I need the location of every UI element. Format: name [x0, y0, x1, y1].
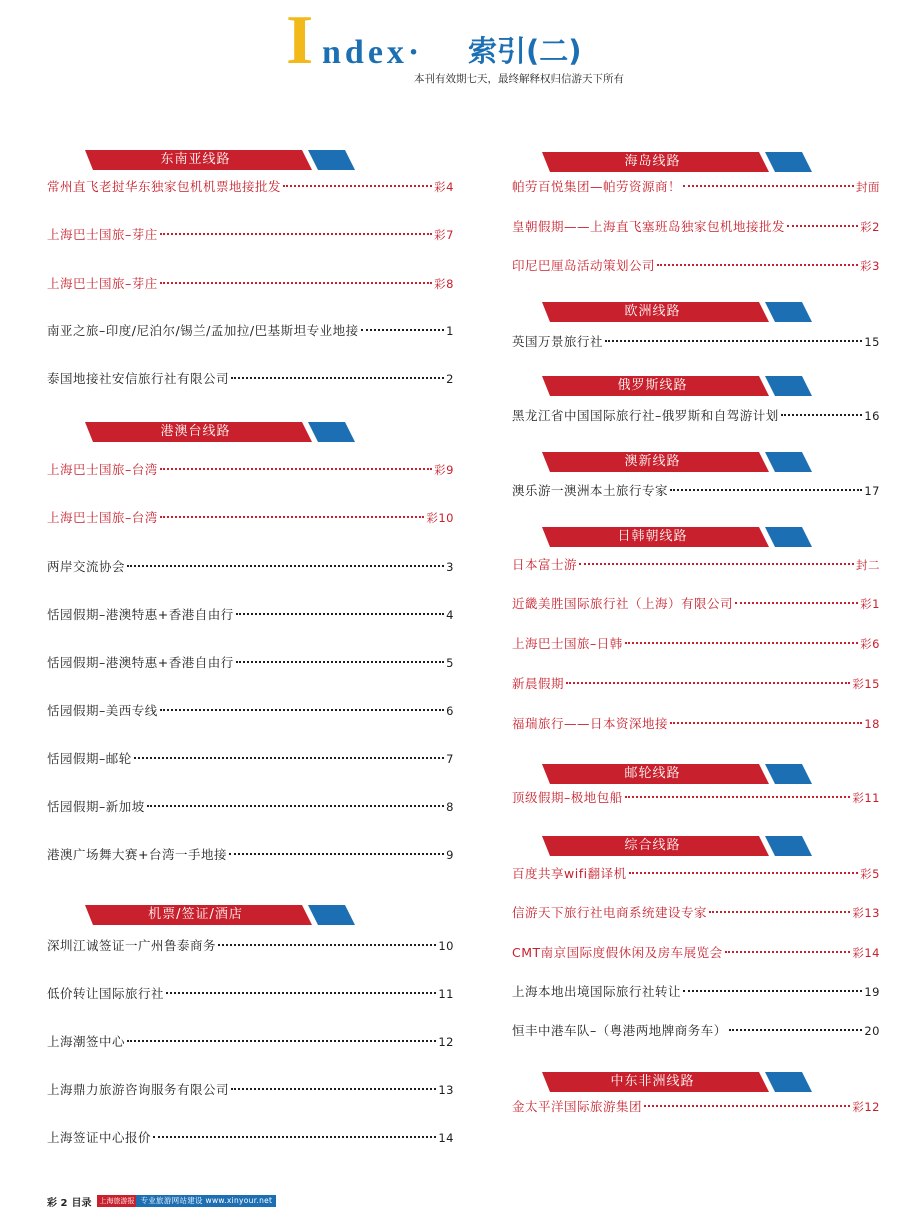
index-entry — [47, 605, 454, 625]
entry-name: 皇朝假期——上海直飞塞班岛独家包机地接批发 — [512, 219, 786, 234]
entry-name: CMT南京国际度假休闲及房车展览会 — [512, 945, 723, 960]
entry-name: 恬园假期–新加坡 — [47, 799, 145, 814]
entry-name: 澳乐游一澳洲本土旅行专家 — [512, 483, 669, 498]
entry-name: 上海巴士国旅–台湾 — [47, 462, 158, 477]
dotted-leader — [566, 681, 850, 684]
entry-page-number: 10 — [438, 939, 454, 953]
entry-page-number: 彩3 — [860, 259, 880, 273]
entry-page-number: 11 — [438, 987, 454, 1001]
dotted-leader — [579, 562, 854, 565]
entry-page-number: 17 — [864, 484, 880, 498]
section-banner — [85, 422, 355, 442]
entry-page-number: 6 — [446, 704, 454, 718]
entry-name: 上海巴士国旅–芽庄 — [47, 276, 158, 291]
dotted-leader — [725, 950, 851, 953]
dotted-leader — [625, 641, 858, 644]
index-entry — [512, 177, 880, 197]
section-banner — [542, 1072, 812, 1092]
index-entry — [47, 984, 454, 1004]
entry-page-number: 封二 — [856, 558, 880, 572]
dotted-leader — [231, 376, 444, 379]
entry-name: 恬园假期–邮轮 — [47, 751, 132, 766]
index-initial-letter: I — [286, 2, 314, 79]
dotted-leader — [625, 795, 851, 798]
index-entry — [47, 557, 454, 577]
entry-name: 信游天下旅行社电商系统建设专家 — [512, 905, 708, 920]
entry-page-number: 封面 — [856, 180, 880, 194]
entry-page-number: 5 — [446, 656, 454, 670]
index-entry — [512, 788, 880, 808]
dotted-leader — [361, 328, 445, 331]
index-entry — [512, 674, 880, 694]
index-entry — [512, 714, 880, 734]
section-title: 日韩朝线路 — [617, 529, 688, 544]
index-entry — [47, 1032, 454, 1052]
dotted-leader — [127, 1039, 436, 1042]
entry-name: 上海本地出境国际旅行社转让 — [512, 984, 682, 999]
entry-page-number: 彩12 — [852, 1100, 880, 1114]
entry-page-number: 20 — [864, 1024, 880, 1038]
entry-name: 上海巴士国旅–芽庄 — [47, 227, 158, 242]
dotted-leader — [236, 660, 444, 663]
entry-name: 上海巴士国旅–日韩 — [512, 636, 623, 651]
index-entry — [512, 256, 880, 276]
entry-page-number: 彩5 — [860, 867, 880, 881]
index-entry — [47, 321, 454, 341]
entry-name: 上海签证中心报价 — [47, 1130, 152, 1145]
entry-page-number: 彩7 — [434, 228, 454, 242]
dotted-leader — [283, 184, 432, 187]
entry-name: 两岸交流协会 — [47, 559, 126, 574]
index-entry — [47, 177, 454, 197]
entry-page-number: 4 — [446, 608, 454, 622]
section-banner — [542, 764, 812, 784]
dotted-leader — [160, 515, 425, 518]
dotted-leader — [127, 564, 444, 567]
section-banner — [542, 376, 812, 396]
dotted-leader — [781, 413, 863, 416]
dotted-leader — [229, 852, 444, 855]
section-banner — [542, 152, 812, 172]
footer-slogan: 专业旅游网站建设 www.xinyour.net — [136, 1195, 276, 1207]
section-title: 东南亚线路 — [160, 152, 231, 167]
entry-name: 顶级假期–极地包船 — [512, 790, 623, 805]
dotted-leader — [218, 943, 436, 946]
index-entry — [47, 1128, 454, 1148]
dotted-leader — [683, 184, 854, 187]
dotted-leader — [166, 991, 436, 994]
index-entry — [47, 1080, 454, 1100]
dotted-leader — [787, 224, 858, 227]
footer-page-number: 彩 2 — [47, 1197, 68, 1209]
entry-name: 新晨假期 — [512, 676, 565, 691]
entry-page-number: 彩10 — [426, 511, 454, 525]
index-entry — [47, 460, 454, 480]
section-banner — [542, 836, 812, 856]
entry-page-number: 彩2 — [860, 220, 880, 234]
entry-name: 金太平洋国际旅游集团 — [512, 1099, 643, 1114]
entry-name: 上海潮签中心 — [47, 1034, 126, 1049]
entry-name: 深圳江诚签证一广州鲁泰商务 — [47, 938, 217, 953]
index-entry — [512, 406, 880, 426]
index-entry — [512, 943, 880, 963]
index-word: ndex· — [322, 34, 424, 71]
section-title: 俄罗斯线路 — [617, 378, 688, 393]
entry-name: 恬园假期–美西专线 — [47, 703, 158, 718]
index-entry — [512, 903, 880, 923]
dotted-leader — [657, 263, 858, 266]
section-title: 中东非洲线路 — [610, 1074, 695, 1089]
dotted-leader — [670, 488, 862, 491]
index-entry — [47, 936, 454, 956]
dotted-leader — [709, 910, 850, 913]
entry-page-number: 彩4 — [434, 180, 454, 194]
section-banner — [85, 905, 355, 925]
entry-page-number: 15 — [864, 335, 880, 349]
entry-page-number: 彩9 — [434, 463, 454, 477]
index-entry — [512, 634, 880, 654]
index-chinese-title: 索引(二) — [468, 34, 582, 68]
dotted-leader — [134, 756, 444, 759]
entry-page-number: 彩8 — [434, 277, 454, 291]
entry-page-number: 7 — [446, 752, 454, 766]
dotted-leader — [160, 708, 444, 711]
dotted-leader — [153, 1135, 436, 1138]
entry-name: 恬园假期–港澳特惠+香港自由行 — [47, 655, 234, 670]
dotted-leader — [683, 989, 862, 992]
entry-name: 低价转让国际旅行社 — [47, 986, 165, 1001]
entry-page-number: 8 — [446, 800, 454, 814]
section-title: 海岛线路 — [624, 154, 681, 169]
page-footer — [47, 1194, 276, 1208]
index-entry — [47, 653, 454, 673]
dotted-leader — [231, 1087, 436, 1090]
entry-page-number: 2 — [446, 372, 454, 386]
dotted-leader — [236, 612, 444, 615]
index-entry — [47, 225, 454, 245]
entry-page-number: 1 — [446, 324, 454, 338]
index-entry — [512, 332, 880, 352]
section-title: 港澳台线路 — [160, 424, 231, 439]
dotted-leader — [605, 339, 862, 342]
entry-name: 印尼巴厘岛活动策划公司 — [512, 258, 656, 273]
footer-badge: 上海旅游报 — [99, 1197, 135, 1205]
dotted-leader — [160, 467, 432, 470]
entry-name: 泰国地接社安信旅行社有限公司 — [47, 371, 230, 386]
dotted-leader — [147, 804, 444, 807]
section-title: 澳新线路 — [624, 454, 681, 469]
index-entry — [47, 749, 454, 769]
index-entry — [47, 274, 454, 294]
entry-page-number: 彩15 — [852, 677, 880, 691]
section-title: 机票/签证/酒店 — [148, 907, 243, 922]
section-title: 邮轮线路 — [624, 766, 681, 781]
section-title: 欧洲线路 — [624, 304, 681, 319]
index-entry — [47, 508, 454, 528]
section-banner — [542, 302, 812, 322]
section-banner — [542, 452, 812, 472]
entry-page-number: 13 — [438, 1083, 454, 1097]
entry-page-number: 14 — [438, 1131, 454, 1145]
index-entry — [47, 797, 454, 817]
entry-page-number: 12 — [438, 1035, 454, 1049]
entry-page-number: 9 — [446, 848, 454, 862]
dotted-leader — [160, 281, 432, 284]
footer-section-label: 目录 — [71, 1197, 92, 1209]
dotted-leader — [670, 721, 862, 724]
dotted-leader — [729, 1028, 863, 1031]
entry-name: 英国万景旅行社 — [512, 334, 604, 349]
entry-name: 黑龙江省中国国际旅行社–俄罗斯和自驾游计划 — [512, 408, 779, 423]
index-entry — [47, 369, 454, 389]
entry-page-number: 19 — [864, 985, 880, 999]
entry-page-number: 16 — [864, 409, 880, 423]
entry-name: 恬园假期–港澳特惠+香港自由行 — [47, 607, 234, 622]
entry-name: 上海巴士国旅–台湾 — [47, 510, 158, 525]
entry-name: 百度共享wifi翻译机 — [512, 866, 627, 881]
entry-page-number: 彩14 — [852, 946, 880, 960]
section-banner — [85, 150, 355, 170]
entry-page-number: 彩1 — [860, 597, 880, 611]
index-entry — [512, 481, 880, 501]
index-entry — [512, 864, 880, 884]
entry-name: 上海鼎力旅游咨询服务有限公司 — [47, 1082, 230, 1097]
entry-name: 南亚之旅–印度/尼泊尔/锡兰/孟加拉/巴基斯坦专业地接 — [47, 323, 359, 338]
index-entry — [512, 982, 880, 1002]
header-subtitle: 本刊有效期七天，最终解释权归信游天下所有 — [414, 73, 624, 85]
entry-page-number: 18 — [864, 717, 880, 731]
entry-page-number: 3 — [446, 560, 454, 574]
page-header — [0, 0, 900, 100]
index-entry — [512, 1097, 880, 1117]
dotted-leader — [160, 232, 432, 235]
index-entry — [512, 594, 880, 614]
entry-page-number: 彩11 — [852, 791, 880, 805]
entry-name: 近畿美胜国际旅行社（上海）有限公司 — [512, 596, 734, 611]
dotted-leader — [644, 1104, 850, 1107]
index-entry — [47, 845, 454, 865]
index-entry — [512, 1021, 880, 1041]
entry-page-number: 彩6 — [860, 637, 880, 651]
dotted-leader — [735, 601, 858, 604]
entry-name: 福瑞旅行——日本资深地接 — [512, 716, 669, 731]
entry-name: 帕劳百悦集团—帕劳资源商！ — [512, 179, 682, 194]
section-title: 综合线路 — [624, 838, 681, 853]
index-entry — [512, 555, 880, 575]
entry-name: 港澳广场舞大赛+台湾一手地接 — [47, 847, 227, 862]
index-entry — [512, 217, 880, 237]
entry-page-number: 彩13 — [852, 906, 880, 920]
entry-name: 恒丰中港车队–（粤港两地牌商务车） — [512, 1023, 727, 1038]
dotted-leader — [629, 871, 859, 874]
section-banner — [542, 527, 812, 547]
index-entry — [47, 701, 454, 721]
entry-name: 常州直飞老挝华东独家包机机票地接批发 — [47, 179, 282, 194]
entry-name: 日本富士游 — [512, 557, 578, 572]
